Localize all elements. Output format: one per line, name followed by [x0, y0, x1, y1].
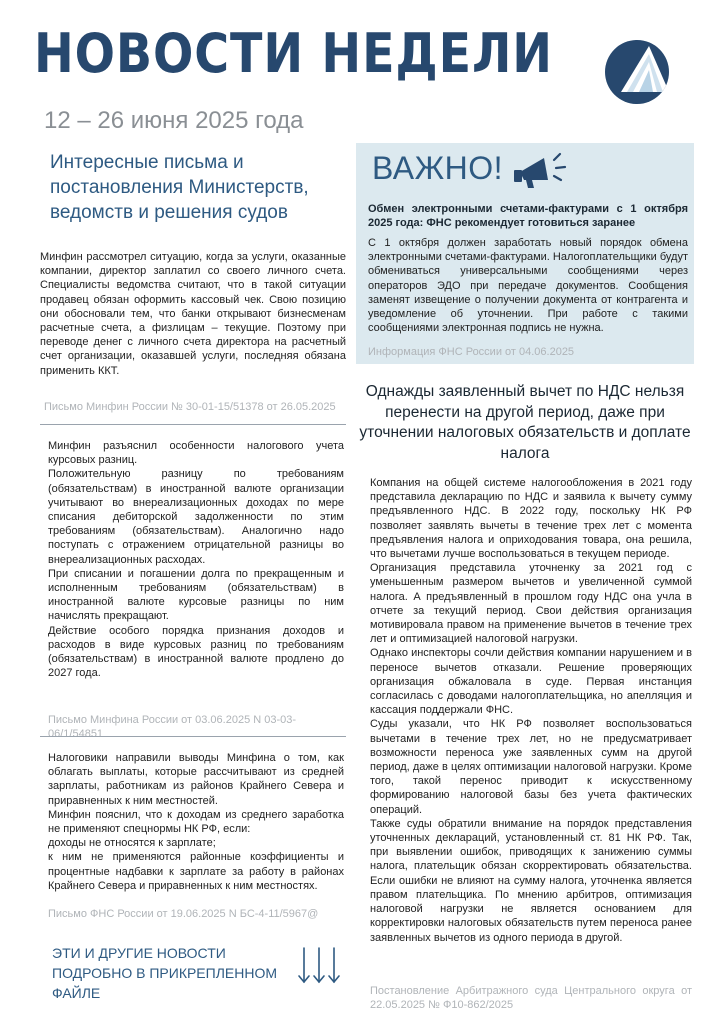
paragraph: Организация представила уточненку за 2021 год с уменьшенным размером вычетов и увеличенной суммой налога. А предъявленный в прошлом году НДС она учла в отчете за текущий период. Свои действия организация мотивировала правом на применение вычетов в течение трех лет и оптимизацией налоговой нагрузки.	[370, 562, 692, 646]
vat-article-body	[370, 476, 692, 945]
newsletter-date: 12 – 26 июня 2025 года	[44, 107, 304, 134]
news-item-cash-register: Минфин рассмотрел ситуацию, когда за услуги, оказанные компании, директор заплатил со своего личного счета. Специалисты ведомства считают, что в такой ситуации продавец обязан оформить кассовый чек. Свою позицию они обосновали тем, что банки открывают бизнесменам расчетные счета, а физлицам – текущие. Поэтому при переводе денег с личного счета директора на расчетный счет организации, оказавшей услуги, последняя обязана применить ККТ.	[40, 251, 346, 377]
paragraph: Компания на общей системе налогообложения в 2021 году представила декларацию по НДС и заявила к вычету сумму предъявленного НДС. В 2022 году, поскольку НК РФ позволяет заявлять вычеты в течение трех лет с момента предъявления налога и оприходования товара, она решила, что вычетами лучше воспользоваться в текущем периоде.	[370, 477, 692, 561]
triangle-logo-icon	[603, 38, 671, 106]
important-title: ВАЖНО!	[372, 150, 504, 186]
attached-file-callout: ЭТИ И ДРУГИЕ НОВОСТИ ПОДРОБНО В ПРИКРЕПЛЕННОМ ФАЙЛЕ	[52, 945, 278, 1001]
news-source: Письмо ФНС России от 19.06.2025 N БС-4-11/5967@	[48, 908, 319, 920]
news-item-far-north	[48, 751, 344, 893]
paragraph: Положительную разницу по требованиям (обязательствам) в иностранной валюте организации учитывают во внереализационных доходах по мере списания дебиторской задолженности по этим требованиям (обязательствам). Аналогично надо поступать с отражением отрицательной разницы во внереализационных расходах.	[48, 468, 344, 566]
news-source: Постановление Арбитражного суда Центрального округа от 22.05.2025 № Ф10-862/2025	[370, 985, 692, 1011]
divider	[40, 424, 346, 425]
news-source: Письмо Минфин России № 30-01-15/51378 от 26.05.2025	[44, 401, 336, 413]
megaphone-icon	[510, 146, 570, 190]
down-arrows-icon	[297, 946, 341, 986]
letters-section-heading: Интересные письма и постановления Министерств, ведомств и решения судов	[50, 152, 309, 223]
paragraph: доходы не относятся к зарплате;	[48, 837, 216, 850]
paragraph: Суды указали, что НК РФ позволяет воспользоваться вычетами в течение трех лет, но не предусматривает возможности переноса уже заявленных сумм на другой период, даже в целях оптимизации налоговой нагрузки. Кроме того, такой перенос приводит к искусственному формированию налоговой базы без учета фактических операций.	[370, 718, 692, 816]
paragraph: Однако инспекторы сочли действия компании нарушением и в переносе вычетов отказали. Решение проверяющих организация обжаловала в суде. Первая инстанция согласилась с доводами налогоплательщика, но апелляция и кассация поддержали ФНС.	[370, 647, 692, 717]
paragraph: Минфин пояснил, что к доходам из среднего заработка не применяют спецнормы НК РФ, если:	[48, 808, 344, 836]
vat-article-heading: Однажды заявленный вычет по НДС нельзя перенести на другой период, даже при уточнении налоговых обязательств и доплате налога	[359, 383, 691, 462]
paragraph: Минфин разъяснил особенности налогового учета курсовых разниц.	[48, 440, 344, 467]
paragraph: При списании и погашении долга по прекращенным и исполненным требованиям (обязательствам) в иностранной валюте курсовые разницы по ним начислять прекращают.	[48, 567, 344, 623]
news-item-exchange-differences	[48, 439, 344, 680]
important-headline: Обмен электронными счетами-фактурами с 1 октября 2025 года: ФНС рекомендует готовиться заранее	[368, 203, 688, 229]
paragraph: Также суды обратили внимание на порядок представления уточненных деклараций, установленный ст. 81 НК РФ. Так, при выявлении ошибок, приводящих к занижению суммы налога, плательщик обязан скорректировать обязательства. Если ошибки не влияют на сумму налога, уточненка является правом плательщика. По мнению арбитров, оптимизация налоговой нагрузки не является основанием для корректировки налоговых обязательств путем переноса ранее заявленных вычетов из одного периода в другой.	[370, 817, 692, 944]
news-source: Письмо Минфина России от 03.06.2025 N 03-03-06/1/54851	[48, 714, 297, 740]
paragraph: Налоговики направили выводы Минфина о том, как облагать выплаты, которые рассчитывают из средней зарплаты, работникам из районов Крайнего Севера и приравненных к ним местностей.	[48, 752, 344, 807]
divider	[40, 736, 346, 737]
important-text: С 1 октября должен заработать новый порядок обмена электронными счетами-фактурами. Налогоплательщики будут обмениваться универсальными сообщениями через операторов ЭДО при передаче документов. Сообщения заменят извещение о получении документа от контрагента и уведомление об уточнении. При работе с такими сообщениями электронная подпись не нужна.	[368, 237, 688, 335]
newsletter-title: НОВОСТИ НЕДЕЛИ	[34, 22, 553, 85]
news-source: Информация ФНС России от 04.06.2025	[368, 346, 575, 358]
paragraph: к ним не применяются районные коэффициенты и процентные надбавки к зарплате за работу в районах Крайнего Севера и приравненных к ним местностях.	[48, 851, 344, 892]
paragraph: Действие особого порядка признания доходов и расходов в виде курсовых разниц по требованиям (обязательствам) в иностранной валюте продлено до 2027 года.	[48, 624, 344, 680]
